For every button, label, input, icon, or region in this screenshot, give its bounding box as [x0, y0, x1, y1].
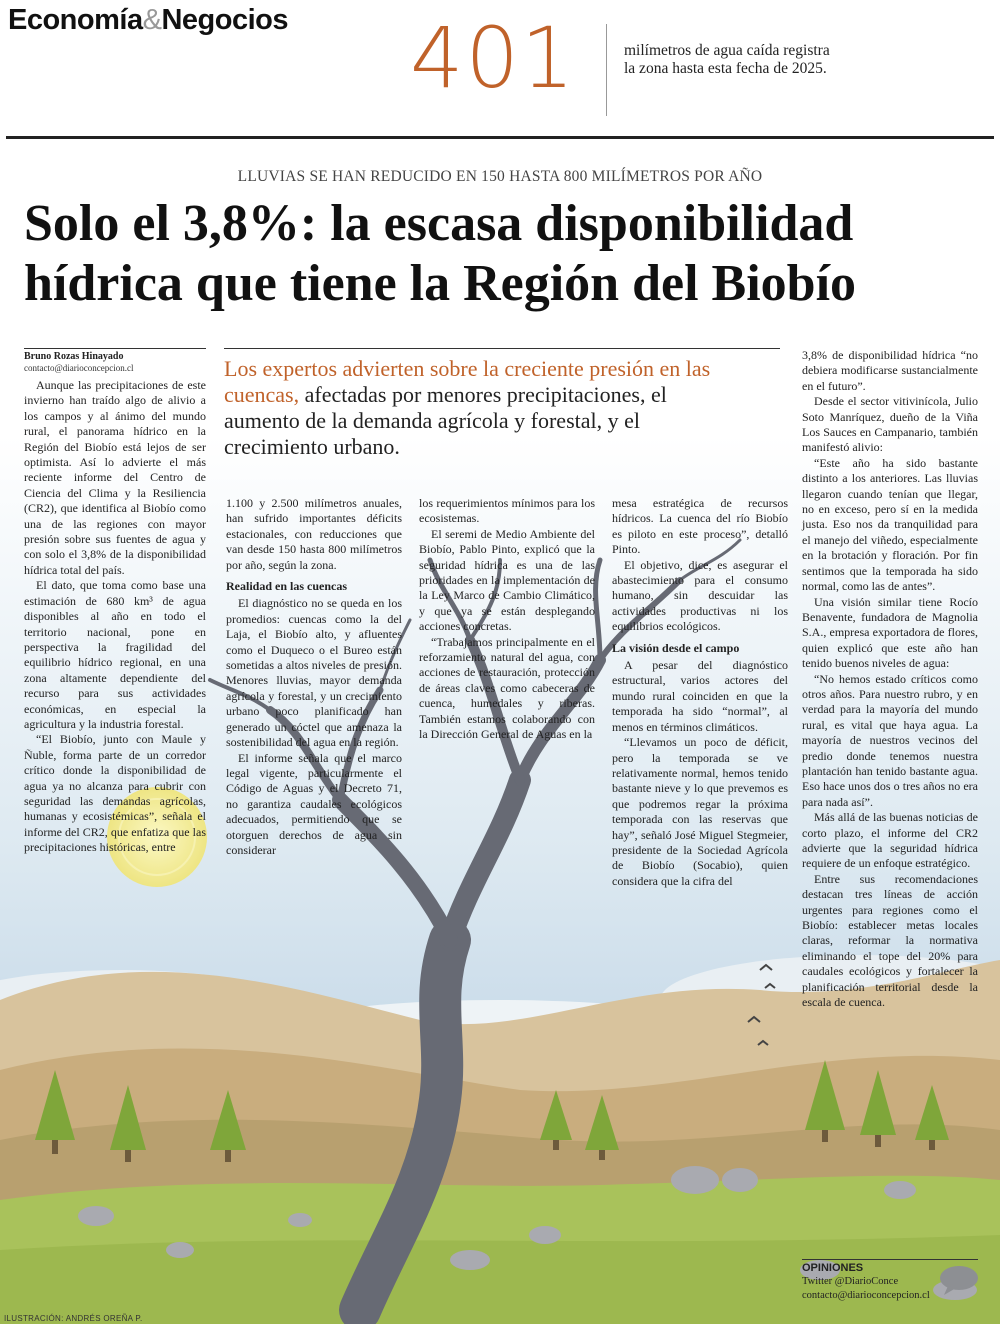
paragraph: El informe señala que el marco legal vigente, particularmente el Código de Aguas y el Decreto 71, no garantiza caudales ecológicos adecuados, permitiendo que se otorguen derechos de agua sin considerar	[226, 750, 402, 857]
byline: Bruno Rozas Hinayado	[24, 351, 124, 362]
section-second: Negocios	[161, 4, 288, 36]
subheading: Realidad en las cuencas	[226, 579, 348, 594]
speech-bubble-icon	[938, 1264, 980, 1296]
byline-rule	[24, 348, 206, 349]
dek-rule	[224, 348, 780, 349]
paragraph: Una visión similar tiene Rocío Benavente, fundadora de Magnolia S.A., empresa exportadora de flores, quien explicó que este año han tenido buenos niveles de agua:	[802, 594, 978, 671]
headline-rest: la escasa disponibilidad hídrica que tiene la Región del Biobío	[24, 195, 857, 312]
illustration-credit: ILUSTRACIÓN: ANDRÉS OREÑA P.	[4, 1314, 143, 1323]
paragraph: El diagnóstico no se queda en los promedios: cuencas como la del Laja, el Biobío alto, y afluentes como el Duqueco o el Bureo están sometidas a altos niveles de presión. Menores lluvias, mayor demanda agrícola y forestal, y un crecimiento urbano poco planificado han generado un cóctel que amenaza la sostenibilidad del agua en la región.	[226, 596, 402, 750]
paragraph: 1.100 y 2.500 milímetros anuales, han sufrido importantes déficits estacionales, con reducciones que van desde 150 hasta 800 milímetros por año, según la zona.	[226, 496, 402, 572]
paragraph: 3,8% de disponibilidad hídrica “no debiera modificarse sustancialmente en el futuro”.	[802, 348, 978, 393]
column-5	[802, 348, 978, 1010]
paragraph: “Llevamos un poco de déficit, pero la temporada se ve relativamente normal, hemos tenido bastante nieve y lo que prevemos es que podremos regar la próxima temporada con las reservas que hay”, señaló José Miguel Stegmeier, presidente de la Sociedad Agrícola de Biobío (Socabio), quien considera que la cifra del	[612, 735, 788, 888]
number-description: milímetros de agua caída registra la zona hasta esta fecha de 2025.	[624, 42, 830, 77]
dek	[224, 356, 744, 460]
vertical-divider	[606, 24, 607, 116]
big-number: 401	[410, 9, 577, 107]
headline-bold: Solo el 3,8%:	[24, 195, 318, 252]
kicker: LLUVIAS SE HAN REDUCIDO EN 150 HASTA 800 MILÍMETROS POR AÑO	[237, 168, 763, 185]
opiniones-label: OPINIONES	[802, 1262, 864, 1274]
dek-rest: afectadas por menores precipitaciones, el aumento de la demanda agrícola y forestal, y el crecimiento urbano.	[224, 382, 667, 459]
paragraph: A pesar del diagnóstico estructural, varios actores del mundo rural coinciden en que la temporada ha sido “normal”, al menos en términos climáticos.	[612, 658, 788, 734]
opiniones-rule	[802, 1259, 978, 1260]
paragraph: El dato, que toma como base una estimación de 680 km³ de agua disponibles al año en todo el territorio nacional, pone en perspectiva la fragilidad del equilibrio hídrico regional, en una zona altamente dependiente del recurso para sus actividades económicas, en especial la agricultura y la industria forestal.	[24, 578, 206, 731]
section-main: Economía	[8, 4, 143, 36]
paragraph: Desde el sector vitivinícola, Julio Soto Manríquez, dueño de la Viña Los Sauces en Campanario, también manifestó alivio:	[802, 394, 978, 455]
author-email: contacto@diarioconcepcion.cl	[24, 363, 134, 373]
headline	[24, 194, 984, 314]
column-3	[419, 496, 595, 743]
column-4	[612, 496, 788, 889]
paragraph: “Este año ha sido bastante distinto a los anteriores. Las lluvias llegaron cuando tenían que llegar, no en exceso, pero sí en la medida justa. Eso nos da tranquilidad para el manejo del viñedo, especialmente en la brotación y floración. Por fin sentimos que la temporada ha sido normal, como las de antes”.	[802, 455, 978, 594]
paragraph: “No hemos estado críticos como otros años. Para nuestro rubro, y en verdad para la mayoría del mundo rural, es vital que haya agua. La mayoría de nuestros vecinos del predio donde tenemos nuestra plantación han tenido bastante agua. Eso hace unos dos o tres años no era para nada así”.	[802, 671, 978, 809]
paragraph: Aunque las precipitaciones de este invierno han traído algo de alivio a los campos y al ánimo del mundo rural, el panorama hídrico en la Región del Biobío está lejos de ser optimista. Así lo advierte el más reciente informe del Centro de Ciencia del Clima y la Resiliencia (CR2), que identifica al Biobío como una de las regiones con mayor presión sobre sus fuentes de agua y con solo el 3,8% de la disponibilidad hídrica total del país.	[24, 378, 206, 577]
paragraph: El objetivo, dice, es asegurar el abastecimiento para el consumo humano, sin descuidar las actividades productivas ni los equilibrios ecológicos.	[612, 557, 788, 634]
column-1	[24, 378, 206, 856]
column-2	[226, 496, 402, 858]
section-amp: &	[142, 4, 162, 36]
paragraph: “Trabajamos principalmente en el reforzamiento natural del agua, con acciones de restauración, protección de áreas claves como cabeceras de cuenca, humedales y riberas. También estamos colaborando con la Dirección General de Aguas en la	[419, 634, 595, 742]
subheading: La visión desde el campo	[612, 640, 740, 655]
paragraph: Entre sus recomendaciones destacan tres líneas de acción urgentes para regiones como el Biobío: establecer metas locales claras, reformar la normativa eliminando el tope del 20% para caudales ecológicos y fortalecer la planificación territorial desde la escala de cuenca.	[802, 871, 978, 1010]
twitter-handle[interactable]: Twitter @DiarioConce	[802, 1276, 899, 1287]
paragraph: mesa estratégica de recursos hídricos. La cuenca del río Biobío es piloto en este proceso”, detalló Pinto.	[612, 496, 788, 557]
dek-highlight: Los expertos advierten sobre la creciente presión en las cuencas,	[224, 356, 711, 407]
paragraph: “El Biobío, junto con Maule y Ñuble, forma parte de un corredor crítico donde la disponibilidad de agua ya no alcanza para cubrir con seguridad las demandas agrícolas, humanas y ecosistémicas”, señala el informe del CR2, que enfatiza que las precipitaciones históricas, entre	[24, 732, 206, 855]
paragraph: El seremi de Medio Ambiente del Biobío, Pablo Pinto, explicó que la seguridad hídrica es una de las prioridades en la implementación de la Ley Marco de Cambio Climático, y que ya se están desplegando acciones concretas.	[419, 526, 595, 634]
opiniones-email[interactable]: contacto@diarioconcepcion.cl	[802, 1290, 930, 1301]
paragraph: los requerimientos mínimos para los ecosistemas.	[419, 496, 595, 526]
header-rule	[6, 136, 994, 139]
section-title	[8, 4, 288, 37]
paragraph: Más allá de las buenas noticias de corto plazo, el informe del CR2 advierte que la seguridad hídrica requiere de un enfoque estratégico.	[802, 810, 978, 871]
